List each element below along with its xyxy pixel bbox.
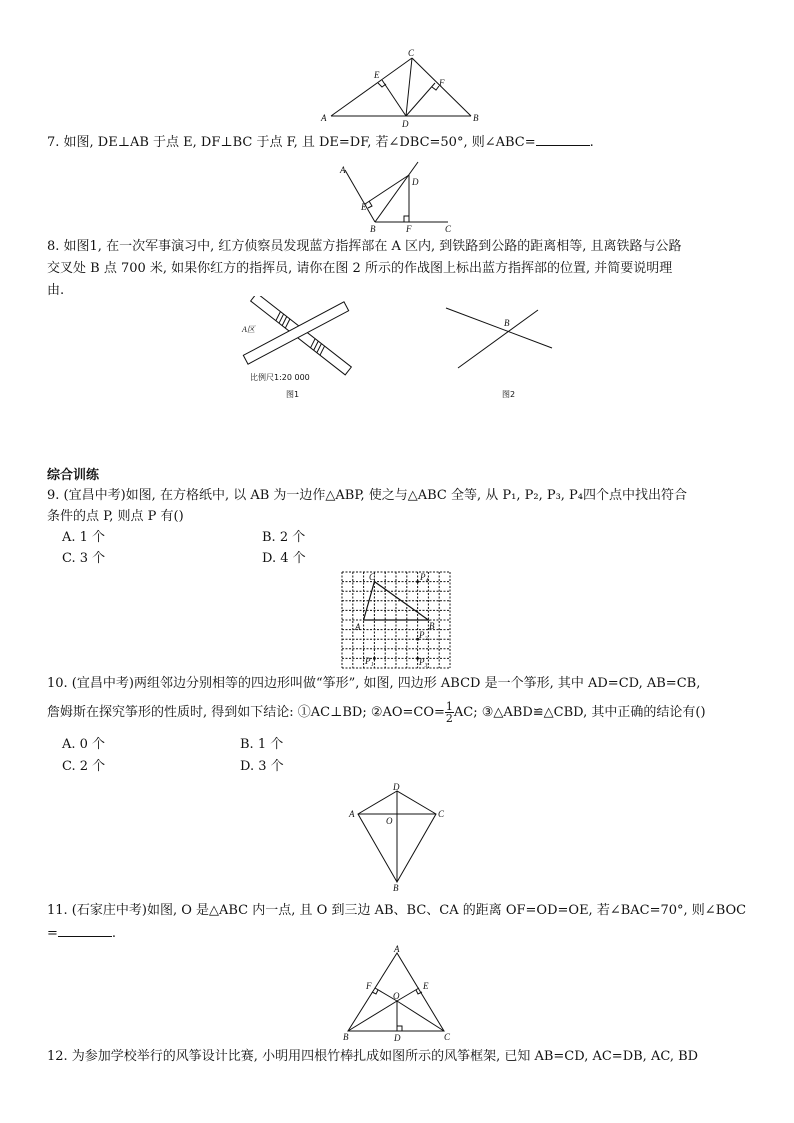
label-b: B — [343, 1032, 349, 1042]
label-c: C — [444, 1032, 451, 1042]
question-11-end: . — [111, 926, 117, 941]
question-11-equals: = — [47, 926, 58, 941]
right-angle-f — [432, 86, 439, 90]
label-p4: P₄ — [420, 572, 429, 582]
fraction-denominator: 2 — [445, 712, 453, 725]
label-b: B — [473, 113, 479, 123]
ray-ba — [345, 170, 375, 222]
label-o: O — [386, 816, 393, 826]
question-11-line-2 — [47, 922, 116, 945]
figure-1-caption: 图1 — [286, 390, 300, 399]
option-10c[interactable]: C. 2 个 — [62, 759, 106, 774]
label-d: D — [393, 782, 400, 792]
section-heading: 综合训练 — [47, 468, 100, 483]
label-f: F — [406, 224, 412, 234]
question-8-line-3: 由. — [47, 283, 65, 298]
label-c: C — [369, 572, 376, 582]
question-11-line-1: 11. (石家庄中考)如图, O 是△ABC 内一点, 且 O 到三边 AB、BC、CA 的距离 OF=OD=OE, 若∠BAC=70°, 则∠BOC — [47, 903, 747, 918]
zone-a-label: A区 — [242, 325, 255, 334]
question-10-line-1: 10. (宜昌中考)两组邻边分别相等的四边形叫做“筝形”, 如图, 四边形 ABCD 是一个筝形, 其中 AD=CD, AB=CB, — [47, 676, 701, 691]
question-7 — [47, 131, 594, 154]
label-b: B — [393, 883, 399, 893]
label-p2: P₂ — [419, 630, 428, 640]
question-7-text: 7. 如图, DE⊥AB 于点 E, DF⊥BC 于点 F, 且 DE=DF, 若∠DBC=50°, 则∠ABC= — [47, 135, 536, 150]
option-10b[interactable]: B. 1 个 — [240, 737, 284, 752]
question-10-line-2-start: 詹姆斯在探究筝形的性质时, 得到如下结论: ①AC⊥BD; ②AO=CO= — [47, 705, 445, 720]
label-e: E — [361, 202, 367, 212]
option-9c[interactable]: C. 3 个 — [62, 551, 106, 566]
right-angle-f — [404, 216, 409, 222]
fraction-one-half — [445, 701, 454, 724]
label-a: A — [340, 165, 346, 175]
label-e: E — [423, 981, 429, 991]
label-c: C — [408, 48, 415, 58]
label-f: F — [366, 981, 372, 991]
option-9b[interactable]: B. 2 个 — [262, 530, 306, 545]
label-b: B — [370, 224, 376, 234]
label-a: A — [355, 622, 361, 632]
option-10d[interactable]: D. 3 个 — [240, 759, 284, 774]
label-o: O — [393, 991, 400, 1001]
ray-bd — [375, 162, 418, 222]
label-a: A — [394, 945, 400, 954]
label-e: E — [374, 70, 380, 80]
label-d: D — [394, 1033, 401, 1043]
question-10-line-2 — [47, 701, 706, 724]
label-c: C — [438, 809, 445, 819]
figure-q11-triangle — [334, 945, 460, 1043]
segment-df — [406, 83, 435, 116]
label-p1: P₁ — [365, 656, 374, 666]
fraction-numerator: 1 — [445, 700, 453, 713]
figure-q6-triangle — [318, 46, 483, 132]
figure-2-caption: 图2 — [502, 390, 516, 399]
figure-q8-map — [236, 296, 361, 400]
label-p3: P₃ — [419, 657, 428, 667]
label-f: F — [439, 78, 445, 88]
label-a: A — [321, 113, 327, 123]
segment-oe — [397, 988, 419, 1001]
figure-q10-kite — [344, 782, 450, 894]
question-8-line-1: 8. 如图1, 在一次军事演习中, 红方侦察员发现蓝方指挥部在 A 区内, 到铁路到公路的距离相等, 且离铁路与公路 — [47, 239, 682, 254]
question-12-line-1: 12. 为参加学校举行的风筝设计比赛, 小明用四根竹棒扎成如图所示的风筝框架, 已知 AB=CD, AC=DB, AC, BD — [47, 1049, 699, 1064]
label-d: D — [402, 119, 409, 129]
question-7-end: . — [589, 135, 594, 150]
label-a: A — [349, 809, 355, 819]
question-10-line-2-end: AC; ③△ABD≌△CBD, 其中正确的结论有() — [453, 705, 706, 720]
segment-de — [382, 80, 406, 116]
label-d: D — [412, 177, 419, 187]
option-10a[interactable]: A. 0 个 — [62, 737, 106, 752]
answer-blank-q11[interactable] — [58, 922, 112, 937]
label-b: B — [429, 621, 435, 631]
label-c: C — [445, 224, 452, 234]
figure-q8-diagram-2 — [440, 298, 558, 402]
line-road — [458, 310, 538, 368]
label-b: B — [504, 318, 510, 328]
point-p4 — [416, 580, 419, 583]
question-9-line-1: 9. (宜昌中考)如图, 在方格纸中, 以 AB 为一边作△ABP, 使之与△ABC 全等, 从 P₁, P₂, P₃, P₄四个点中找出符合 — [47, 488, 688, 503]
option-9a[interactable]: A. 1 个 — [62, 530, 106, 545]
right-angle-d — [397, 1026, 402, 1031]
line-railway — [446, 308, 552, 348]
segment-oc — [397, 1001, 444, 1031]
scale-label: 比例尺1:20 000 — [250, 373, 310, 382]
question-8-line-2: 交叉处 B 点 700 米, 如果你红方的指挥员, 请你在图 2 所示的作战图上标出蓝方指挥部的位置, 并简要说明理 — [47, 261, 673, 276]
figure-q7-angle — [335, 158, 465, 236]
segment-de — [365, 175, 409, 204]
question-9-line-2: 条件的点 P, 则点 P 有() — [47, 509, 184, 524]
answer-blank-q7[interactable] — [536, 131, 590, 146]
option-9d[interactable]: D. 4 个 — [262, 551, 306, 566]
figure-q9-grid — [340, 571, 453, 669]
segment-cd — [406, 58, 412, 116]
segment-ob — [348, 1001, 397, 1031]
